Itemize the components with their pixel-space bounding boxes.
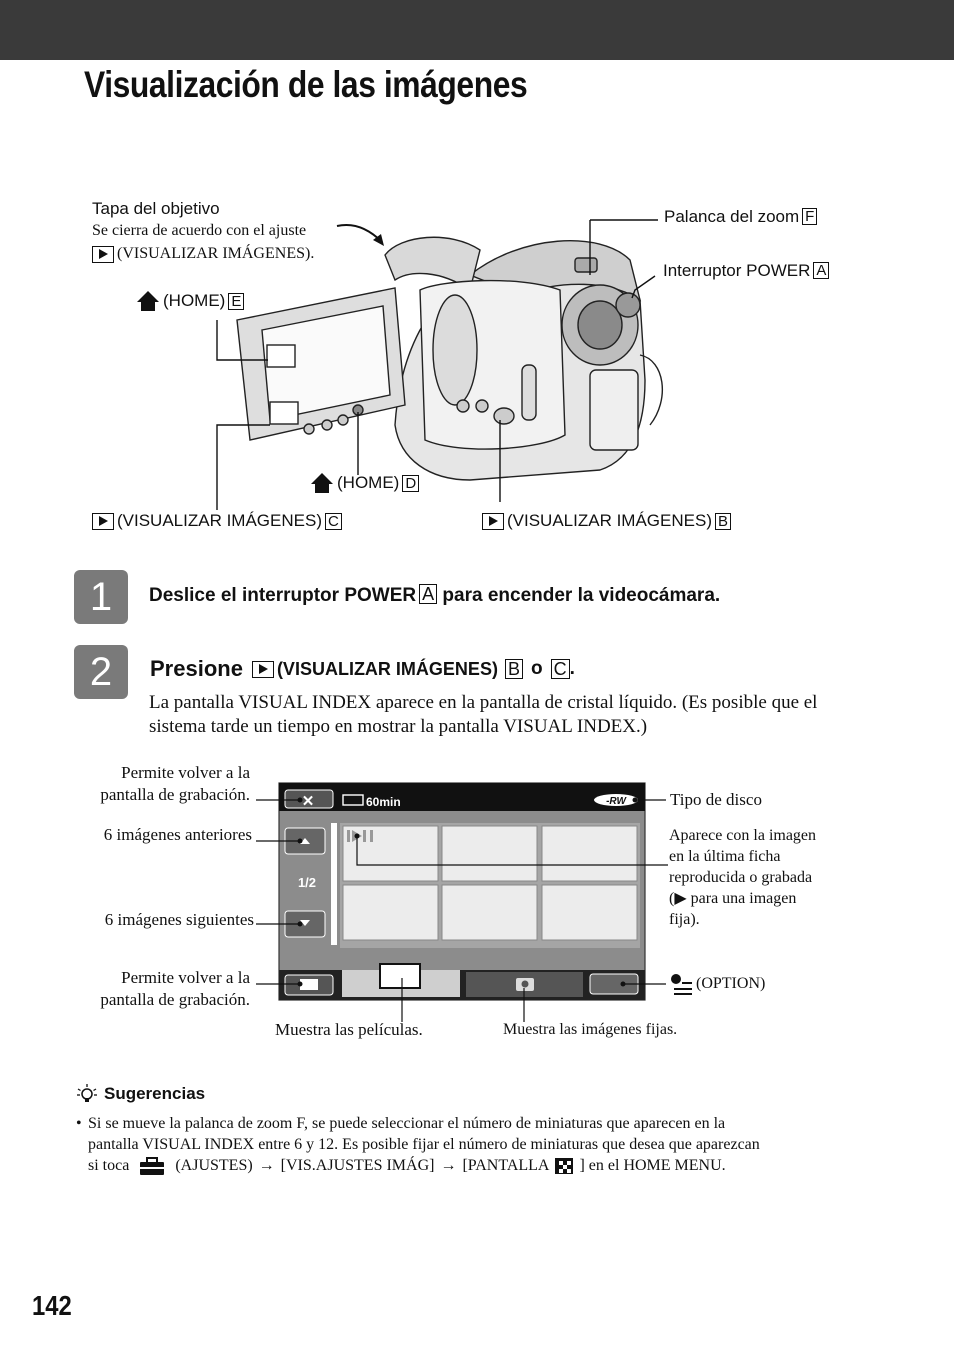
lightbulb-icon	[76, 1083, 98, 1105]
zoom-lever-label: Palanca del zoom F	[664, 207, 817, 227]
play-icon	[252, 661, 274, 678]
page-title: Visualización de las imágenes	[84, 64, 528, 105]
arrow-right-icon: →	[440, 1157, 457, 1174]
home-icon	[310, 472, 334, 494]
tips-bullet: • Si se mueve la palanca de zoom F, se puede seleccionar el número de miniaturas que aparecen en la pantalla VISUAL INDEX entre 6 y 12. Es posible fijar el número de miniaturas que desea que aparezcan si toca (AJUSTES) → [VIS.AJUSTES IMÁG] → [PANTALLA ] en el HOME MENU.	[76, 1115, 760, 1174]
disc-type-label: Tipo de disco	[670, 790, 762, 809]
step-2-number: 2	[74, 645, 128, 699]
option-label: (OPTION)	[696, 975, 766, 992]
play-icon	[482, 513, 504, 530]
step-2-text: Presione (VISUALIZAR IMÁGENES) B o C .	[150, 656, 575, 681]
next-6-label: 6 imágenes siguientes	[104, 910, 254, 929]
lens-cap-label: Tapa del objetivo	[92, 199, 220, 218]
option-icon	[671, 974, 692, 995]
play-icon	[92, 513, 114, 530]
lens-cap-note-line1: Se cierra de acuerdo con el ajuste	[92, 222, 307, 239]
view-b-label: (VISUALIZAR IMÁGENES) B	[482, 511, 731, 531]
view-c-label: (VISUALIZAR IMÁGENES) C	[92, 511, 342, 531]
checker-grid-icon	[553, 1156, 575, 1176]
svg-text:✕: ✕	[301, 793, 315, 810]
lens-cap-note-line2: (VISUALIZAR IMÁGENES).	[92, 245, 314, 263]
power-switch-label: Interruptor POWER A	[663, 261, 829, 281]
tips-heading: Sugerencias	[76, 1083, 205, 1105]
show-stills-label: Muestra las imágenes fijas.	[503, 1021, 678, 1038]
page-number: 142	[32, 1290, 72, 1321]
home-d-label: (HOME) D	[310, 472, 419, 494]
home-e-label: (HOME) E	[136, 290, 244, 312]
home-icon	[136, 290, 160, 312]
step-1-number: 1	[74, 570, 128, 624]
last-played-label: Aparece con la imagen en la última ficha reproducida o grabada (▶ para una imagen fija).	[669, 827, 817, 928]
step-1-text: Deslice el interruptor POWER A para encender la videocámara.	[149, 584, 721, 606]
battery-time: 60min	[366, 795, 401, 809]
disc-badge: -RW	[606, 796, 626, 807]
return-rec-top-label: Permite volver a la pantalla de grabación.	[100, 763, 250, 804]
step-2-body: La pantalla VISUAL INDEX aparece en la pantalla de cristal líquido. (Es posible que el sistema tarde un tiempo en mostrar la pantalla VISUAL INDEX.)	[149, 692, 818, 737]
prev-6-label: 6 imágenes anteriores	[103, 825, 252, 844]
play-icon	[92, 246, 114, 263]
return-rec-bottom-label: Permite volver a la pantalla de grabación.	[100, 968, 250, 1009]
arrow-right-icon: →	[258, 1157, 275, 1174]
header-bar	[0, 0, 954, 60]
page-indicator: 1/2	[297, 875, 317, 890]
show-movies-label: Muestra las películas.	[275, 1020, 423, 1039]
toolbox-icon	[137, 1156, 167, 1176]
